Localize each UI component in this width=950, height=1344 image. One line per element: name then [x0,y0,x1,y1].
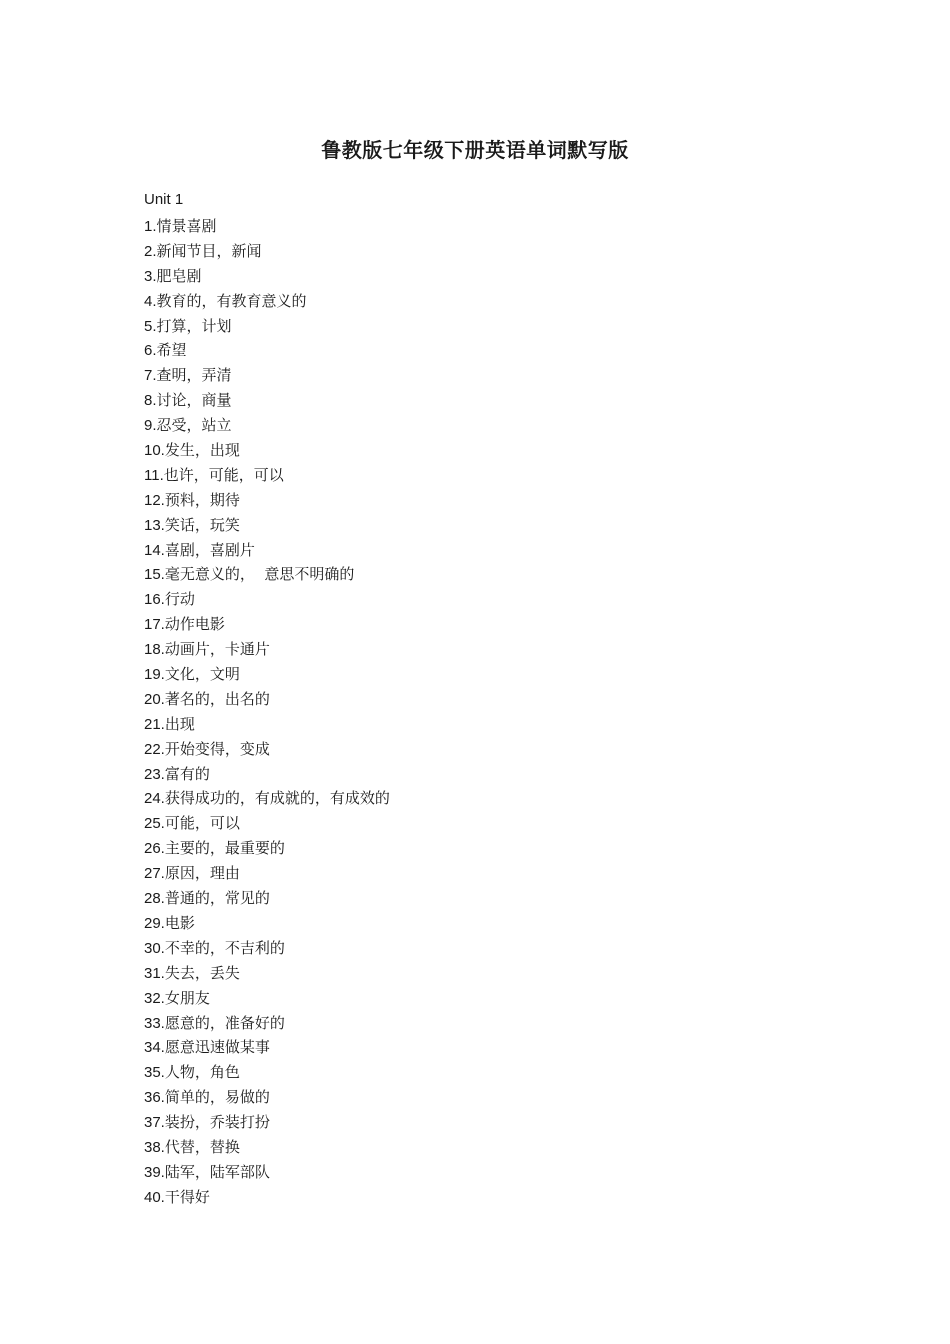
vocabulary-item [144,786,390,811]
item-definition: 电影 [164,913,195,932]
item-number: 16. [144,591,165,609]
item-definition: 喜剧，喜剧片 [164,540,255,559]
item-definition: 不幸的，不吉利的 [164,938,285,957]
vocabulary-item [144,289,390,314]
item-definition: 肥皂剧 [156,266,202,285]
vocabulary-item [144,886,390,911]
item-number: 7. [144,367,157,385]
item-definition: 预料，期待 [164,490,240,509]
item-number: 1. [144,218,157,235]
item-number: 23. [144,765,165,783]
item-definition: 开始变得，变成 [164,739,270,758]
item-number: 5. [144,317,157,335]
item-definition: 代替，替换 [164,1137,240,1156]
item-definition: 发生，出现 [164,441,240,460]
item-number: 18. [144,641,165,659]
vocabulary-item [144,1135,390,1160]
vocabulary-item [144,1110,390,1135]
vocabulary-item [144,214,390,239]
item-number: 33. [144,1014,165,1032]
item-definition: 讨论，商量 [156,391,232,410]
vocabulary-item [144,687,390,712]
item-number: 21. [144,715,165,733]
item-definition: 动画片，卡通片 [164,640,270,659]
vocabulary-item [144,388,390,413]
item-number: 19. [144,666,165,684]
vocabulary-item [144,936,390,961]
vocabulary-item [144,1160,390,1185]
item-number: 34. [144,1039,165,1057]
vocabulary-item [144,562,390,587]
vocabulary-item [144,811,390,836]
vocabulary-item [144,438,390,463]
item-definition: 新闻节目，新闻 [156,241,262,260]
vocabulary-item [144,1085,390,1110]
vocabulary-item [144,587,390,612]
vocabulary-item [144,737,390,762]
item-definition: 情景喜剧 [156,217,217,235]
unit-heading: Unit 1 [144,191,184,208]
vocabulary-item [144,986,390,1011]
vocabulary-item [144,463,390,488]
vocabulary-item [144,712,390,737]
vocabulary-item [144,861,390,886]
vocabulary-item [144,363,390,388]
item-number: 30. [144,939,165,957]
item-definition: 毫无意义的， 意思不明确的 [164,565,355,584]
item-definition: 普通的，常见的 [164,889,270,908]
item-definition: 查明，弄清 [156,366,232,385]
vocabulary-item [144,762,390,787]
item-number: 32. [144,989,165,1007]
item-definition: 装扮，乔装打扮 [164,1113,270,1132]
item-number: 11. [144,466,164,484]
item-number: 3. [144,267,157,285]
item-number: 27. [144,865,165,883]
item-definition: 干得好 [164,1187,210,1206]
item-number: 25. [144,815,165,833]
vocabulary-item [144,513,390,538]
item-number: 22. [144,740,165,758]
item-number: 10. [144,442,165,460]
item-definition: 失去，丢失 [164,963,240,982]
item-definition: 陆军，陆军部队 [164,1162,270,1181]
item-number: 40. [144,1188,165,1206]
item-definition: 愿意迅速做某事 [164,1038,270,1057]
item-number: 12. [144,491,165,509]
vocabulary-item [144,911,390,936]
item-definition: 行动 [164,590,195,609]
vocabulary-item [144,637,390,662]
item-number: 26. [144,840,165,858]
item-number: 15. [144,566,165,584]
item-number: 29. [144,914,165,932]
document-title: 鲁教版七年级下册英语单词默写版 [321,138,629,162]
item-number: 24. [144,790,165,808]
item-definition: 主要的，最重要的 [164,839,285,858]
item-definition: 打算，计划 [156,316,232,335]
item-number: 14. [144,541,165,559]
item-number: 36. [144,1089,165,1107]
item-number: 6. [144,342,157,360]
item-number: 2. [144,242,157,260]
vocabulary-item [144,662,390,687]
item-definition: 忍受，站立 [156,416,232,435]
item-number: 4. [144,292,157,310]
vocabulary-item [144,836,390,861]
item-definition: 人物，角色 [164,1063,240,1082]
vocabulary-item [144,1035,390,1060]
item-number: 37. [144,1114,165,1132]
vocabulary-item [144,1060,390,1085]
vocabulary-item [144,488,390,513]
vocabulary-item [144,413,390,438]
item-definition: 富有的 [164,764,210,783]
vocabulary-item [144,612,390,637]
item-definition: 文化，文明 [164,665,240,684]
item-number: 39. [144,1163,165,1181]
item-number: 9. [144,417,157,435]
item-number: 28. [144,890,165,908]
vocabulary-list [144,214,390,1210]
item-number: 35. [144,1064,165,1082]
vocabulary-item [144,239,390,264]
item-number: 17. [144,616,165,634]
item-number: 8. [144,392,157,410]
item-definition: 可能，可以 [164,814,240,833]
item-definition: 也许，可能，可以 [163,465,284,484]
item-definition: 出现 [164,714,195,733]
item-definition: 愿意的，准备好的 [164,1013,285,1032]
item-definition: 著名的，出名的 [164,689,270,708]
item-definition: 获得成功的，有成就的，有成效的 [164,789,390,808]
vocabulary-item [144,1185,390,1210]
item-number: 13. [144,516,165,534]
item-definition: 女朋友 [164,988,210,1007]
item-definition: 动作电影 [164,615,225,634]
item-definition: 原因，理由 [164,864,240,883]
item-definition: 简单的，易做的 [164,1088,270,1107]
vocabulary-item [144,1011,390,1036]
vocabulary-item [144,538,390,563]
item-number: 38. [144,1138,165,1156]
item-definition: 希望 [156,341,187,360]
item-definition: 笑话，玩笑 [164,515,240,534]
item-number: 20. [144,690,165,708]
vocabulary-item [144,264,390,289]
vocabulary-item [144,961,390,986]
item-number: 31. [144,964,165,982]
vocabulary-item [144,314,390,339]
vocabulary-item [144,338,390,363]
item-definition: 教育的，有教育意义的 [156,291,307,310]
